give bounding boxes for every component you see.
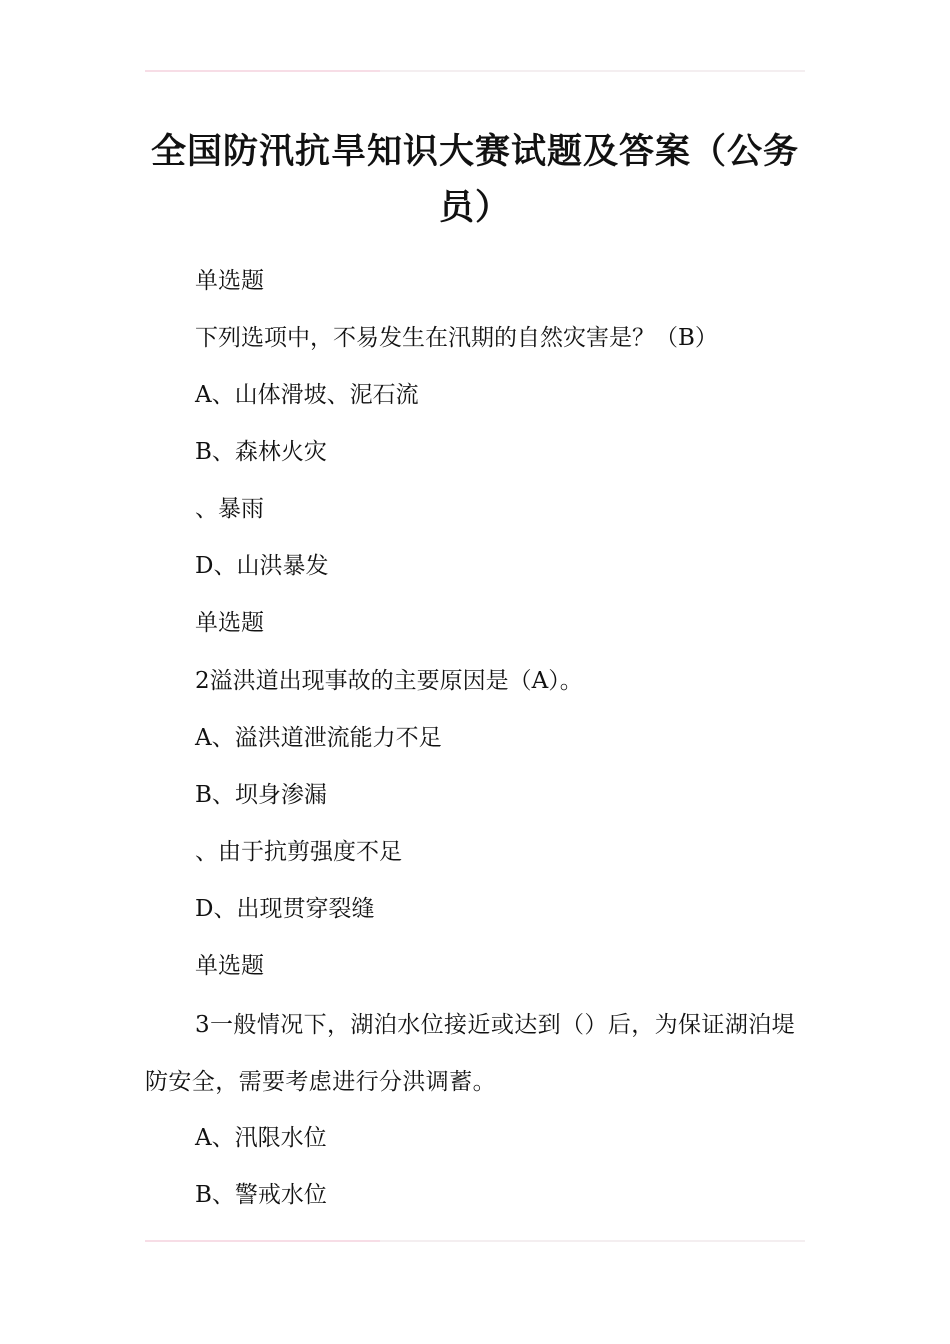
question-stem: 3一般情况下，湖泊水位接近或达到（）后，为保证湖泊堤防安全，需要考虑进行分洪调蓄。 <box>145 1012 796 1095</box>
question-type-label: 单选题 <box>195 268 264 294</box>
answer-option: 、暴雨 <box>195 496 264 522</box>
answer-option: 、由于抗剪强度不足 <box>195 839 402 865</box>
answer-option: A、山体滑坡、泥石流 <box>195 382 419 408</box>
answer-option: A、汛限水位 <box>195 1125 327 1151</box>
question-type-label: 单选题 <box>195 953 264 979</box>
answer-option: A、溢洪道泄流能力不足 <box>195 725 442 751</box>
answer-option: B、坝身渗漏 <box>195 782 327 808</box>
answer-option: B、森林火灾 <box>195 439 327 465</box>
document-title: 全国防汛抗旱知识大赛试题及答案（公务员） <box>150 131 799 228</box>
header-divider <box>145 70 805 72</box>
answer-option: D、出现贯穿裂缝 <box>195 896 375 922</box>
question-stem: 下列选项中，不易发生在汛期的自然灾害是？（B） <box>195 325 718 351</box>
question-type-label: 单选题 <box>195 610 264 636</box>
footer-divider <box>145 1240 805 1242</box>
question-stem: 2溢洪道出现事故的主要原因是（A）。 <box>195 668 583 694</box>
answer-option: D、山洪暴发 <box>195 553 329 579</box>
answer-option: B、警戒水位 <box>195 1182 327 1208</box>
